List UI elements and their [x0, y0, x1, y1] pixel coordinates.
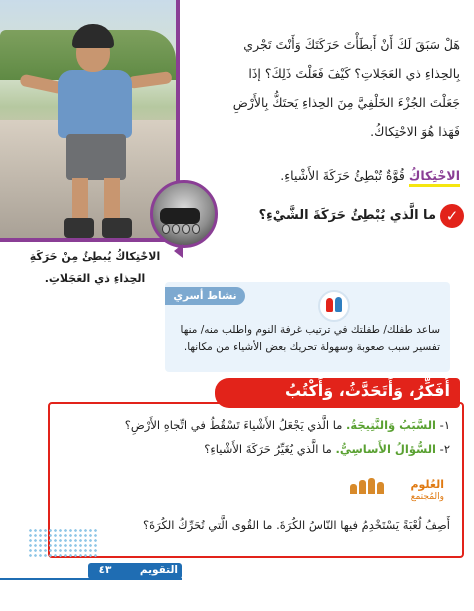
caption-pointer-icon: [174, 244, 183, 258]
family-activity-text: ساعد طفلك/ طفلتك في ترتيب غرفة النوم واطلب منه/ منها تفسير سبب صعوبة وسهولة تحريك بعض الأشياء من مكانها.: [180, 324, 440, 353]
footer-label: التقويم: [139, 564, 178, 576]
family-activity-tab: نشاط أسري: [165, 287, 245, 305]
friction-definition: [188, 168, 460, 183]
caption-line-2: الحِذاءِ ذي العَجَلاتِ.: [44, 272, 146, 285]
definition-term: الاحْتِكاكُ: [409, 168, 460, 187]
question-2: [58, 442, 450, 456]
question-2-text: ما الَّذي يُغَيِّرُ حَرَكَةَ الأَشْياءِ؟: [204, 442, 336, 456]
question-3: أَصِفُ لُعْبَةً يَسْتَخْدِمُ فيها النّاسُ الكُرَةَ. ما القُوى الَّتي تُحَرِّكُ الكُرَةَ؟: [142, 518, 450, 532]
definition-text: قُوَّةٌ تُبْطِئُ حَرَكَةَ الأَشْياءِ.: [280, 168, 409, 183]
paragraph-line-4: فَهَذا هُوَ الاحْتِكاكُ.: [370, 124, 460, 139]
skate-left: [64, 218, 94, 238]
paragraph-line-3: جَعَلْتَ الجُزْءَ الخَلْفِيَّ مِنَ الحِذاءِ يَحتَكُّ بِالأَرْضِ: [232, 95, 460, 110]
caption-line-1: الاحْتِكاكُ يُبطِئُ مِنْ حَرَكَةِ: [29, 250, 161, 263]
intro-paragraph: [188, 30, 460, 146]
closeup-skate-wheels: [162, 224, 200, 232]
review-question: ما الَّذي يُبْطِئُ حَرَكَةَ الشَّيْءِ؟: [258, 208, 436, 223]
question-2-key: السُّؤالُ الأَساسِيُّ.: [335, 442, 436, 456]
page-number: ٤٣: [98, 564, 112, 576]
question-1-number: ١-: [439, 418, 450, 432]
question-1-text: ما الَّذي يَجْعَلُ الأَشْياءَ تَسْقُطُ في اتِّجاهِ الأَرْضِ؟: [124, 418, 347, 432]
paragraph-line-2: بِالحِذاءِ ذي العَجَلاتِ؟ كَيْفَ فَعَلْتَ ذَلِكَ؟ إذَا: [248, 66, 460, 81]
closeup-skate-boot: [160, 208, 200, 224]
family-icon: [318, 290, 350, 322]
boy-shirt: [58, 70, 132, 138]
check-icon: ✓: [440, 204, 464, 228]
helmet: [72, 24, 114, 48]
science-society-icon: [350, 478, 398, 494]
paragraph-line-1: هَلْ سَبَقَ لَكَ أَنْ أَبطَأْتَ حَرَكَتَكَ وَأَنْتَ تَجْري: [243, 37, 460, 52]
question-2-number: ٢-: [439, 442, 450, 456]
dot-pattern-decoration: [28, 528, 98, 558]
boy-shorts: [66, 134, 126, 180]
photo-caption: [20, 246, 170, 290]
question-1: [58, 418, 450, 432]
science-society-subtitle: والمُجتمع: [410, 492, 444, 502]
question-1-key: السَّبَبُ وَالنَّتِيجَةُ.: [346, 418, 436, 432]
skate-right: [102, 218, 132, 238]
science-society-title: العُلوم: [410, 478, 444, 491]
think-title: أُفَكِّرُ، وَأَتَحَدَّثُ، وَأَكْتُبُ: [284, 381, 450, 400]
